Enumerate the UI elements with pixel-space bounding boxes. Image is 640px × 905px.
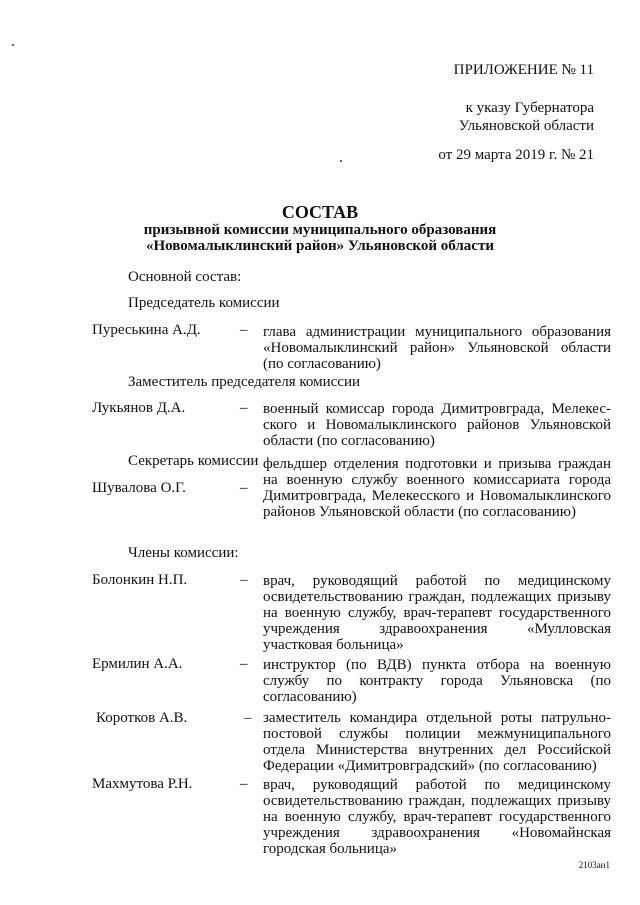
description-line: на военную службу военного комиссариата города bbox=[263, 472, 611, 488]
member-dash: – bbox=[240, 776, 248, 792]
scan-speck bbox=[12, 44, 14, 46]
description-line: области (по согласованию) bbox=[263, 433, 435, 449]
member-dash: – bbox=[244, 710, 252, 726]
section-heading-members: Члены комиссии: bbox=[128, 545, 239, 561]
description-line: на военную службу, врач-терапевт государственного bbox=[263, 809, 611, 825]
description-line: заместитель командира отдельной роты патрульно- bbox=[263, 710, 611, 726]
decree-line-2: Ульяновской области bbox=[458, 118, 594, 134]
member-dash: – bbox=[240, 656, 248, 672]
description-line: инструктор (по ВДВ) пункта отбора на военную bbox=[263, 657, 611, 673]
member-description bbox=[263, 777, 611, 857]
description-line: врач, руководящий работой по медицинскому освидетельствованию граждан, подлежащих призыву bbox=[263, 573, 611, 605]
member-name: Лукьянов Д.А. bbox=[92, 400, 186, 416]
description-line: отдела Министерства внутренних дел Российской bbox=[263, 742, 611, 758]
member-dash: – bbox=[240, 480, 248, 496]
description-line: военный комиссар города Димитровграда, Мелекес- bbox=[263, 401, 611, 417]
member-name: Пуреськина А.Д. bbox=[92, 322, 201, 338]
section-heading-secretary: Секретарь комиссии bbox=[128, 453, 259, 469]
title-line-3: «Новомалыклинский район» Ульяновской области bbox=[146, 238, 494, 254]
member-dash: – bbox=[240, 400, 248, 416]
section-heading-chairman: Председатель комиссии bbox=[128, 295, 280, 311]
description-line: фельдшер отделения подготовки и призыва граждан bbox=[263, 456, 611, 472]
description-line: врач, руководящий работой по медицинскому освидетельствованию граждан, подлежащих призыву bbox=[263, 777, 611, 809]
member-name: Шувалова О.Г. bbox=[92, 480, 186, 496]
member-description bbox=[263, 710, 611, 774]
member-name: Коротков А.В. bbox=[96, 710, 188, 726]
member-name: Ермилин А.А. bbox=[92, 656, 183, 672]
document-title: СОСТАВ bbox=[281, 202, 359, 222]
description-line: постовой службы полиции межмуниципального bbox=[263, 726, 611, 742]
member-name: Болонкин Н.П. bbox=[92, 572, 188, 588]
description-line: на военную службу, врач-терапевт государственного bbox=[263, 605, 611, 621]
description-line: (по согласованию) bbox=[263, 356, 381, 372]
description-line: учреждения здравоохранения «Новомайнская городская больница» bbox=[263, 825, 611, 857]
description-line: районов Ульяновской области (по согласованию) bbox=[263, 504, 576, 520]
appendix-label: ПРИЛОЖЕНИЕ № 11 bbox=[453, 62, 594, 78]
description-line: «Новомалыклинский район» Ульяновской области bbox=[263, 340, 611, 356]
decree-line-1: к указу Губернатора bbox=[465, 100, 594, 116]
description-line: Федерации «Димитровградский» (по согласованию) bbox=[263, 758, 597, 774]
description-line: Димитровграда, Мелекесского и Новомалыклинского bbox=[263, 488, 611, 504]
main-composition-heading: Основной состав: bbox=[128, 269, 242, 285]
member-dash: – bbox=[240, 572, 248, 588]
description-line: ского и Новомалыклинского районов Ульяновской bbox=[263, 417, 611, 433]
section-heading-deputy: Заместитель председателя комиссии bbox=[128, 374, 361, 390]
member-description bbox=[263, 401, 611, 449]
member-description bbox=[263, 573, 611, 653]
member-description bbox=[263, 324, 611, 372]
description-line: службу по контракту города Ульяновска (по согласованию) bbox=[263, 673, 611, 705]
description-line: глава администрации муниципального образования bbox=[263, 324, 611, 340]
member-description bbox=[263, 657, 611, 705]
member-name: Махмутова Р.Н. bbox=[92, 776, 193, 792]
description-line: учреждения здравоохранения «Мулловская участковая больница» bbox=[263, 621, 611, 653]
title-line-2: призывной комиссии муниципального образования bbox=[143, 222, 497, 238]
document-code: 2103ан1 bbox=[578, 860, 610, 870]
member-description bbox=[263, 456, 611, 520]
decree-date: от 29 марта 2019 г. № 21 bbox=[438, 147, 594, 163]
member-dash: – bbox=[240, 322, 248, 338]
scan-speck bbox=[340, 160, 342, 162]
